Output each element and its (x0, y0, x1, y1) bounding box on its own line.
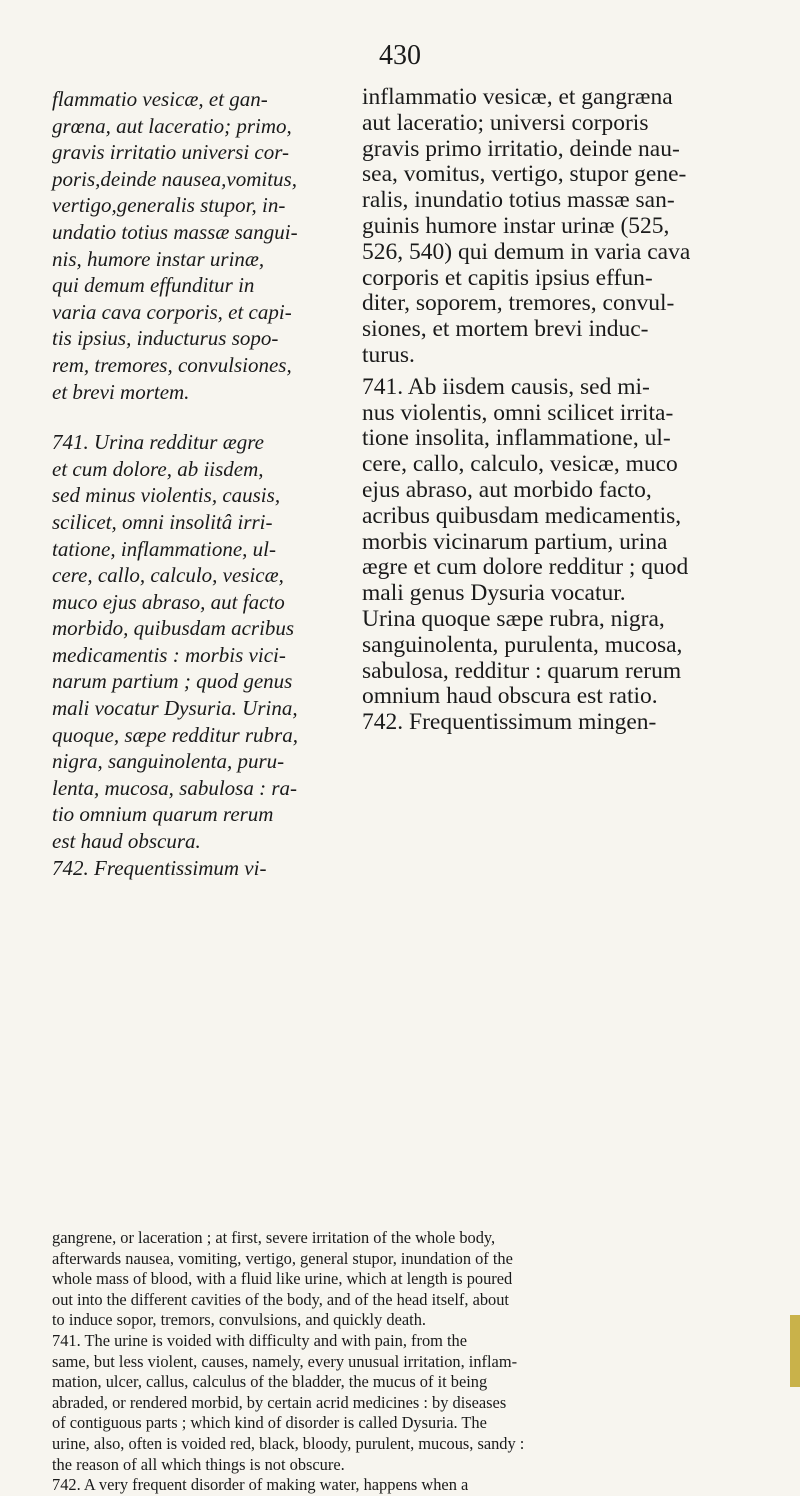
text-line: omnium haud obscura est ratio. (362, 683, 658, 710)
text-line: undatio totius massæ sangui- (52, 219, 298, 244)
text-line: medicamentis : morbis vici- (52, 642, 286, 667)
text-line: diter, soporem, tremores, convul- (362, 290, 675, 317)
english-translation (52, 1228, 782, 1496)
latin-roman-column (362, 85, 770, 736)
text-line: nis, humore instar urinæ, (52, 246, 265, 271)
text-line: morbido, quibusdam acribus (52, 616, 295, 641)
text-line: cere, callo, calculo, vesicæ, muco (362, 451, 678, 478)
text-line: afterwards nausea, vomiting, vertigo, general stupor, inundation of the (52, 1248, 513, 1268)
text-line: tio omnium quarum rerum (52, 802, 274, 827)
text-line: sabulosa, redditur : quarum rerum (362, 657, 682, 684)
page-number: 430 (379, 40, 421, 71)
text-line: aut laceratio; universi corporis (362, 109, 649, 136)
text-line: Urina quoque sæpe rubra, nigra, (362, 605, 665, 632)
text-line: 742. Frequentissimum mingen- (362, 709, 657, 736)
text-line: est haud obscura. (52, 829, 201, 854)
text-line: ægre et cum dolore redditur ; quod (362, 554, 689, 581)
text-line: urine, also, often is voided red, black, bloody, purulent, mucous, sandy : (52, 1433, 525, 1453)
text-line: mation, ulcer, callus, calculus of the bladder, the mucus of it being (52, 1372, 488, 1392)
text-line: of contiguous parts ; which kind of disorder is called Dysuria. The (52, 1413, 487, 1433)
left-paragraph-740 (52, 86, 352, 405)
right-paragraph-740 (362, 85, 770, 369)
text-line: ejus abraso, aut morbido facto, (362, 476, 652, 503)
text-line: tione insolita, inflammatione, ul- (362, 425, 671, 452)
text-line: et brevi mortem. (52, 379, 190, 404)
text-line: same, but less violent, causes, namely, every unusual irritation, inflam- (52, 1351, 518, 1371)
text-line: flammatio vesicæ, et gan- (52, 87, 268, 111)
text-line: the reason of all which things is not obscure. (52, 1454, 345, 1474)
text-line: 741. The urine is voided with difficulty and with pain, from the (52, 1330, 468, 1350)
text-line: 741. Urina redditur ægre (52, 430, 264, 455)
text-line: ralis, inundatio totius massæ san- (362, 187, 675, 214)
text-line: to induce sopor, tremors, convulsions, and quickly death. (52, 1310, 426, 1330)
text-line: lenta, mucosa, sabulosa : ra- (52, 775, 297, 800)
text-line: grœna, aut laceratio; primo, (52, 113, 292, 138)
text-line: out into the different cavities of the body, and of the head itself, about (52, 1289, 509, 1309)
text-line: nus violentis, omni scilicet irrita- (362, 399, 674, 426)
text-line: mali genus Dysuria vocatur. (362, 580, 626, 607)
text-line: tis ipsius, inducturus sopo- (52, 326, 279, 351)
text-line: gravis primo irritatio, deinde nau- (362, 135, 680, 162)
text-line: quoque, sæpe redditur rubra, (52, 722, 298, 747)
text-line: gangrene, or laceration ; at first, severe irritation of the whole body, (52, 1228, 496, 1247)
text-line: sea, vomitus, vertigo, stupor gene- (362, 161, 687, 188)
text-line: sanguinolenta, purulenta, mucosa, (362, 631, 683, 658)
text-line: whole mass of blood, with a fluid like urine, which at length is poured (52, 1269, 513, 1289)
text-line: scilicet, omni insolitâ irri- (52, 509, 273, 534)
text-line: vertigo,generalis stupor, in- (52, 193, 286, 218)
text-line: corporis et capitis ipsius effun- (362, 264, 653, 291)
text-line: tatione, inflammatione, ul- (52, 536, 276, 561)
text-line: morbis vicinarum partium, urina (362, 528, 668, 555)
text-line: mali vocatur Dysuria. Urina, (52, 696, 298, 721)
text-line: turus. (362, 341, 415, 368)
text-line: 741. Ab iisdem causis, sed mi- (362, 373, 650, 400)
latin-italic-column (52, 86, 352, 881)
page-edge-stain (790, 1315, 800, 1387)
text-line: 742. A very frequent disorder of making water, happens when a (52, 1475, 469, 1495)
text-line: rem, tremores, convulsiones, (52, 352, 292, 377)
left-paragraph-741 (52, 429, 352, 881)
text-line: et cum dolore, ab iisdem, (52, 456, 264, 481)
text-line: inflammatio vesicæ, et gangræna (362, 84, 673, 110)
text-line: qui demum effunditur in (52, 273, 255, 298)
text-line: guinis humore instar urinæ (525, (362, 212, 670, 239)
text-line: poris,deinde nausea,vomitus, (52, 166, 297, 191)
right-paragraph-741 (362, 375, 770, 736)
text-line: narum partium ; quod genus (52, 669, 293, 694)
text-line: gravis irritatio universi cor- (52, 140, 289, 165)
text-line: abraded, or rendered morbid, by certain acrid medicines : by diseases (52, 1392, 507, 1412)
text-line: sed minus violentis, causis, (52, 483, 281, 508)
text-line: nigra, sanguinolenta, puru- (52, 749, 285, 774)
text-line: acribus quibusdam medicamentis, (362, 502, 682, 529)
text-line: varia cava corporis, et capi- (52, 299, 292, 324)
text-line: 742. Frequentissimum vi- (52, 855, 267, 880)
text-line: muco ejus abraso, aut facto (52, 589, 285, 614)
text-line: 526, 540) qui demum in varia cava (362, 238, 691, 265)
text-line: siones, et mortem brevi induc- (362, 316, 649, 343)
text-line: cere, callo, calculo, vesicæ, (52, 563, 284, 588)
